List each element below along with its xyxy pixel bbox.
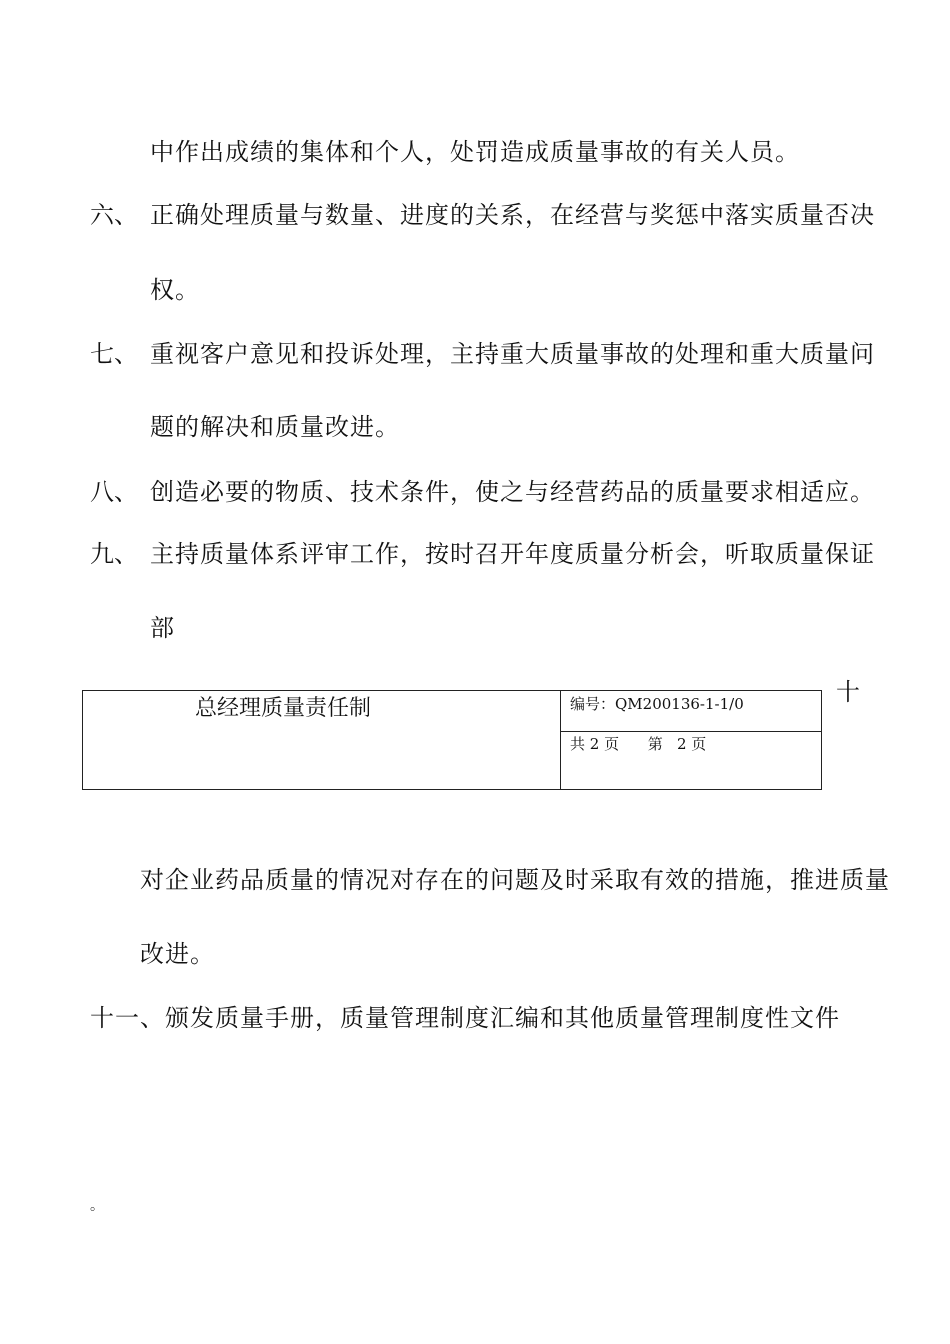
- item-11-line-1: 十一、颁发质量手册，质量管理制度汇编和其他质量管理制度性文件: [90, 1004, 840, 1032]
- item-6-line-1: 正确处理质量与数量、进度的关系，在经营与奖惩中落实质量否决: [150, 201, 875, 229]
- item-9-line-1: 主持质量体系评审工作，按时召开年度质量分析会，听取质量保证: [150, 540, 875, 568]
- continuation-text: 中作出成绩的集体和个人，处罚造成质量事故的有关人员。: [150, 138, 800, 166]
- page-counter: 共 2 页 第 2 页: [570, 735, 707, 753]
- document-code: 编号：QM200136-1-1/0: [570, 695, 744, 713]
- item-number-7: 七、: [90, 340, 138, 368]
- header-vertical-divider: [560, 691, 561, 789]
- continuation-text-2-end: 改进。: [140, 940, 215, 968]
- document-header-table: [82, 690, 822, 790]
- item-6-line-2: 权。: [150, 276, 200, 304]
- item-7-line-2: 题的解决和质量改进。: [150, 413, 400, 441]
- item-number-9: 九、: [90, 540, 138, 568]
- item-number-8: 八、: [90, 478, 138, 506]
- item-8-line-1: 创造必要的物质、技术条件，使之与经营药品的质量要求相适应。: [150, 478, 875, 506]
- item-number-6: 六、: [90, 201, 138, 229]
- header-horizontal-divider: [560, 731, 821, 732]
- document-title: 总经理质量责任制: [195, 696, 372, 721]
- item-9-line-2: 部: [150, 614, 175, 642]
- item-7-line-1: 重视客户意见和投诉处理，主持重大质量事故的处理和重大质量问: [150, 340, 875, 368]
- side-mark: 十: [836, 678, 860, 706]
- trailing-punctuation: 。: [90, 1198, 104, 1214]
- continuation-text-2: 对企业药品质量的情况对存在的问题及时采取有效的措施，推进质量: [140, 866, 890, 894]
